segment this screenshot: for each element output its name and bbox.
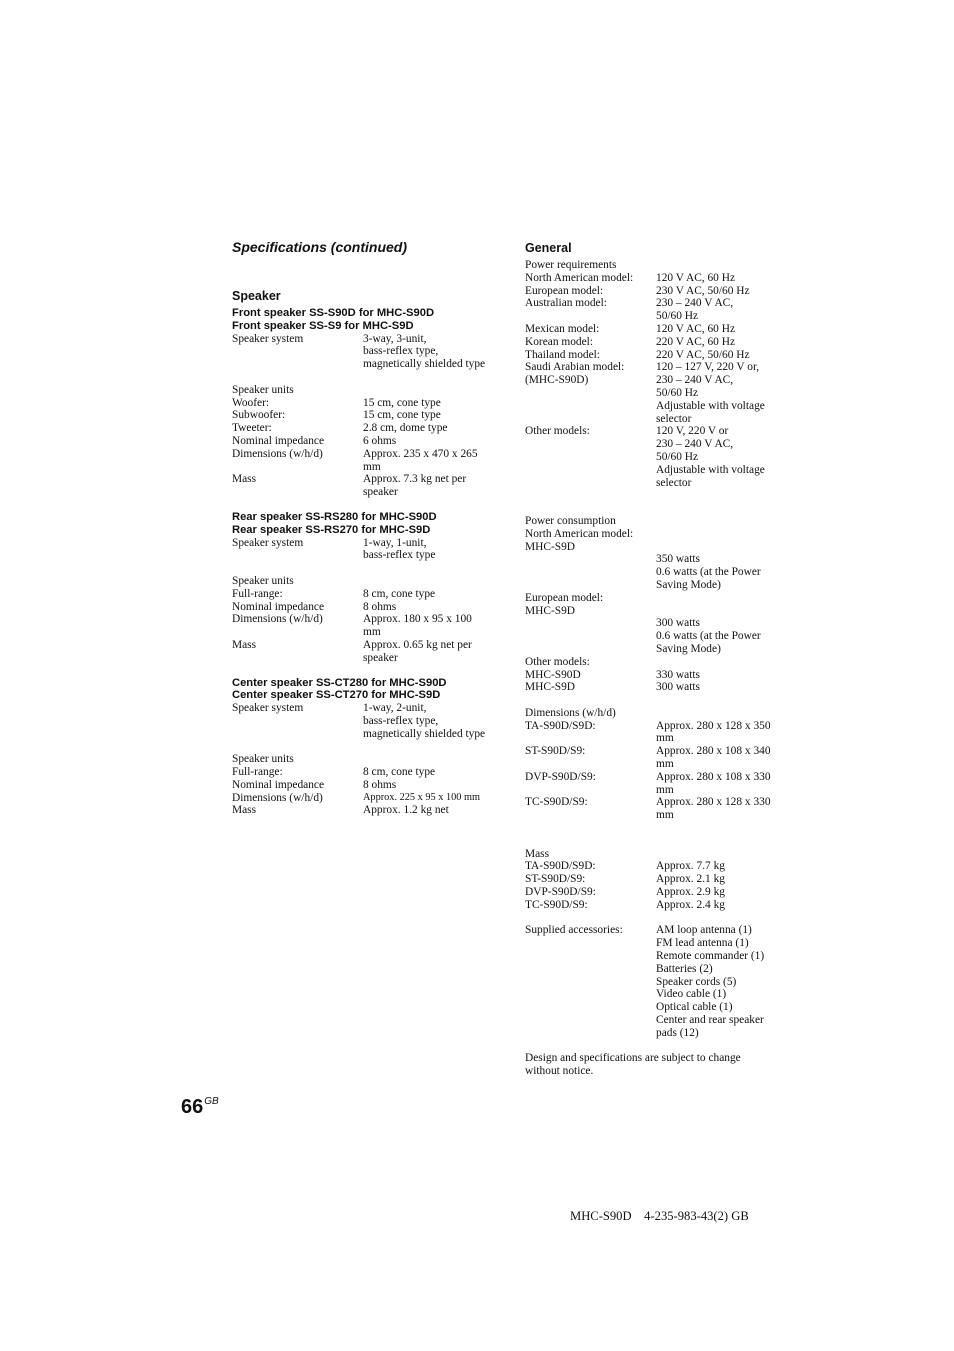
- rear-speaker-title-alt: Rear speaker SS-RS270 for MHC-S9D: [232, 523, 431, 536]
- dimensions: Dimensions (w/h/d) TA-S90D/S9D: Approx. 280 x 128 x 350 mm ST-S90D/S9: Approx. 280 x 108 x 340 mm DVP-S90D/S9: Approx. 280 x 108 x 330 mm TC-S90D/S9: Approx. 280 x 128 x 330 mm: [525, 706, 771, 822]
- page-number: $66^{GB}$: [181, 1096, 219, 1118]
- center-speaker-title: Center speaker SS-CT280 for MHC-S90D: [232, 676, 447, 689]
- section-title-speaker: Speaker: [232, 289, 281, 303]
- page-heading: Specifications (continued): [232, 239, 408, 255]
- mass: Mass TA-S90D/S9D: Approx. 7.7 kg ST-S90D/S9: Approx. 2.1 kg DVP-S90D/S9: Approx. 2.9 kg TC-S90D/S9: Approx. 2.4 kg: [525, 847, 725, 911]
- section-title-general: General: [525, 241, 572, 255]
- rear-speaker-spec: Rear speaker SS-RS280 for MHC-S90D Rear speaker SS-RS270 for MHC-S9D Speaker system 1-way, 1-unit, bass-reflex type Speaker units Full-range: 8 cm, cone type Nominal impedance 8 ohms Dimensions (w/h/d) Approx. 180 x 95 x 100 mm Mass Approx. 0.65 kg net per speaker: [232, 511, 502, 665]
- supplied-accessories: Supplied accessories: AM loop antenna (1) FM lead antenna (1) Remote commander (1) Batteries (2) Speaker cords (5) Video cable (1) Optical cable (1) Center and rear speaker pads (12): [525, 924, 765, 1039]
- front-speaker-spec: Front speaker SS-S90D for MHC-S90D Front speaker SS-S9 for MHC-S9D Speaker system 3-way, 3-unit, bass-reflex type, magnetically shielded type Speaker units Woofer: 15 cm, cone type Subwoofer: 15 cm, cone type Tweeter: 2.8 cm, dome type Nominal impedance 6 ohms Dimensions (w/h/d) Approx. 235 x 470 x 265 mm Mass Approx. 7.3 kg net per speaker: [232, 307, 502, 499]
- document-footer: MHC-S90D 4-235-983-43(2) GB: [570, 1209, 749, 1223]
- power-requirements: Power requirements North American model: 120 V AC, 60 Hz European model: 230 V AC, 50/60 Hz Australian model: 230 – 240 V AC, 50/60 Hz Mexican model: 120 V AC, 60 Hz Korean model: 220 V AC, 60 Hz Thailand model: 220 V AC, 50/60 Hz Saudi Arabian model: 120 – 127 V, 220 V or, (MHC-S90D) 230 – 240 V AC, 50/60 Hz Adjustable with voltage selector Other models: 120 V, 220 V or 230 – 240 V AC, 50/60 Hz Adjustable with voltage selector: [525, 259, 765, 489]
- center-speaker-spec: Center speaker SS-CT280 for MHC-S90D Center speaker SS-CT270 for MHC-S9D Speaker system 1-way, 2-unit, bass-reflex type, magnetically shielded type Speaker units Full-range: 8 cm, cone type Nominal impedance 8 ohms Dimensions (w/h/d) Approx. 225 x 95 x 100 mm Mass Approx. 1.2 kg net: [232, 677, 502, 818]
- change-notice: Design and specifications are subject to change without notice.: [525, 1052, 741, 1078]
- rear-speaker-title: Rear speaker SS-RS280 for MHC-S90D: [232, 510, 437, 523]
- power-consumption: Power consumption North American model: MHC-S9D 350 watts 0.6 watts (at the Power Saving Mode) European model: MHC-S9D 300 watts 0.6 watts (at the Power Saving Mode) Other models: MHC-S90D 330 watts MHC-S9D 300 watts: [525, 514, 761, 694]
- left-column: [232, 240, 502, 817]
- front-speaker-title: Front speaker SS-S90D for MHC-S90D: [232, 307, 435, 319]
- right-column: [525, 240, 785, 1078]
- spec-row: Speaker system 3-way, 3-unit,: [232, 332, 427, 345]
- spec-row: Woofer: 15 cm, cone type: [232, 396, 441, 409]
- page-number-suffix: GB: [204, 1096, 219, 1107]
- front-speaker-title-alt: Front speaker SS-S9 for MHC-S9D: [232, 319, 414, 332]
- center-speaker-title-alt: Center speaker SS-CT270 for MHC-S9D: [232, 689, 441, 702]
